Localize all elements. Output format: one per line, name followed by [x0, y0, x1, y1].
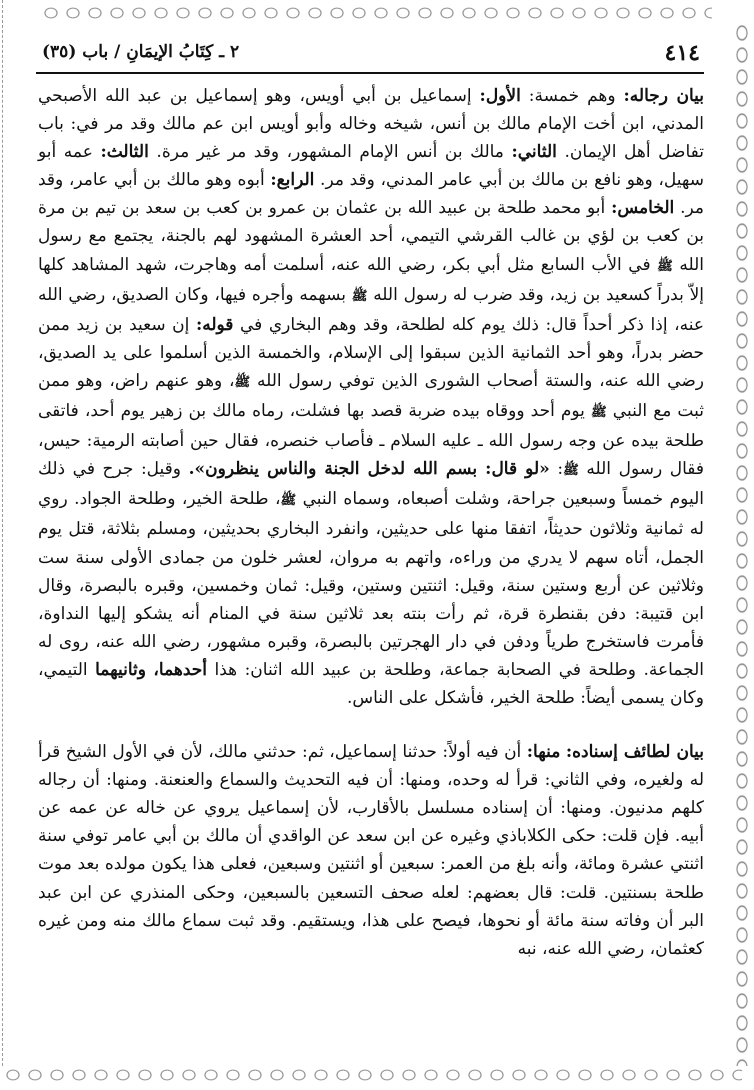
- bold-quote: «لو قال: بسم الله لدخل الجنة والناس ينظرون».: [188, 459, 550, 480]
- text-run: أن فيه أولاً: حدثنا إسماعيل، ثم: حدثني مالك، لأن في الأول الشيخ قرأ له ولغيره، وفي الثاني: قرأ له وحده، ومنها: أن فيه التحديث والسماع والعنعنة. ومنها: أن رجاله كلهم مدنيون. ومنها: أن إسناده مسلسل بالأقارب، لأن إسماعيل يروي عن خاله عن عمه عن أبيه. فإن قلت: حكى الكلاباذي وغيره عن ابن سعد عن الواقدي أن مالك بن أبي عامر توفي سنة اثنتي عشرة ومائة، وأنه بلغ من العمر: سبعين أو اثنتين وسبعين، فعلى هذا يكون مولده بعد موت طلحة بسنتين. قلت: قال بعضهم: لعله صحف التسعين بالسبعين، وحكى المنذري عن ابن عبد البر أن وفاته سنة مائة أو نحوها، فيصح على هذا، ويستقيم. وقد ثبت سماع مالك منه ومن غيره كعثمان، رضي الله عنه، نبه: [38, 742, 704, 959]
- text-run: وقيل: جرح في ذلك اليوم خمساً وسبعين جراحة، وشلت أصبعاه، وسماه النبي: [38, 459, 704, 510]
- text-run: في الأب السابع مثل أبي بكر، رضي الله عنه، أسلمت أمه وهاجرت، شهد المشاهد كلها إلاّ بدراً كسعيد بن زيد، وقد ضرب له رسول الله: [38, 254, 704, 305]
- salutation-symbol: ﷺ: [280, 493, 297, 509]
- text-run: يوم أحد ووقاه بيده ضربة قصد بها فشلت، رماه مالك بن زهير يوم أحد، فاتقى طلحة بيده عن وجه رسول الله ـ عليه السلام ـ فأصاب خنصره، فقال حين أصابته الرمية: حيس، فقال رسول الله: [38, 401, 705, 480]
- paragraph-isnad: [38, 738, 704, 963]
- salutation-symbol: ﷺ: [591, 405, 607, 421]
- narrator-label-fourth: الرابع:: [270, 170, 315, 191]
- salutation-symbol: ﷺ: [234, 374, 251, 390]
- narrator-label-second: الثاني:: [511, 142, 557, 163]
- text-run: أبوه وهو مالك بن أبي عامر، وقد مر.: [38, 170, 705, 219]
- salutation-symbol: ﷺ: [563, 463, 579, 479]
- text-run: التيمي، وكان يسمى أيضاً: طلحة الخير، فأشكل على الناس.: [38, 659, 704, 708]
- running-title: ٢ ـ كِتَابُ الإيمَانِ / باب (٣٥): [42, 42, 240, 62]
- text-run: ، وهو عنهم راض، وهو ممن ثبت مع النبي: [38, 370, 704, 422]
- text-run: ، طلحة الخير، وطلحة الجواد. روي له ثمانية وثلاثون حديثاً، اتفقا منها على حديثين، وانفرد البخاري بحديثين، ومسلم بثلاثة، قتل يوم الجمل، أتاه سهم لا يدري من وراءه، واتهم به مروان، لعشر خلون من جمادى الأولى سنة ست وثلاثين عن أربع وستين سنة، وقيل: اثنتين وستين، وقيل: ثمان وخمسين، وقبره بالبصرة، وقال ابن قتيبة: دفن بقنطرة قرة، ثم رأت بنته بعد ثلاثين سنة في المنام أنه يشكو إليها النداوة، فأمرت فاستخرج طرياً ودفن في دار الهجرتين بالبصرة، وقبره مشهور، رضي الله عنه، روى له الجماعة. وطلحة في الصحابة جماعة، وطلحة بن عبيد الله اثنان: هذا: [38, 489, 704, 680]
- text-run: إسماعيل بن أبي أويس، وهو إسماعيل بن عبد الله الأصبحي المدني، ابن أخت الإمام مالك بن أنس، شيخه وخاله وأبو أويس ابن عم مالك وقد مر في: باب تفاضل أهل الإيمان.: [38, 86, 705, 163]
- page-number: ٤١٤: [664, 40, 700, 66]
- salutation-symbol: ﷺ: [657, 258, 673, 274]
- text-run: أبو محمد طلحة بن عبيد الله بن عثمان بن عمرو بن كعب بن سعد بن تيم بن مرة بن كعب بن لؤي بن غالب القرشي التيمي، أحد العشرة المشهود لهم بالجنة، يجتمع مع رسول الله: [38, 198, 704, 275]
- decorative-border-left: [2, 0, 9, 1066]
- bold-term: وثانيهما: [95, 659, 146, 680]
- text-run: إن سعيد بن زيد ممن حضر بدراً، وهو أحد الثمانية الذين سبقوا إلى الإسلام، والخمسة الذين أسلموا على يد الصديق، رضي الله عنه، والستة أصحاب الشورى الذين توفي رسول الله: [38, 314, 704, 391]
- text-run: :: [549, 459, 564, 480]
- section-heading: بيان رجاله:: [623, 86, 704, 106]
- bold-term: منها:: [526, 742, 561, 763]
- page-header: [36, 38, 704, 74]
- decorative-border-bottom: [2, 1066, 742, 1084]
- decorative-border-top: [40, 4, 712, 22]
- narrator-label-fifth: الخامس:: [611, 198, 675, 219]
- paragraph-narrators: [38, 82, 704, 712]
- text-run: مالك بن أنس الإمام المشهور، وقد مر غير مرة.: [148, 142, 512, 163]
- salutation-symbol: ﷺ: [351, 288, 368, 304]
- narrator-label-first: الأول:: [479, 86, 521, 106]
- text-run: وهم خمسة:: [520, 86, 624, 106]
- bold-term: أحدهما،: [153, 659, 208, 680]
- section-heading: بيان لطائف إسناده:: [565, 742, 705, 763]
- bold-term: قوله:: [195, 314, 234, 335]
- narrator-label-third: الثالث:: [100, 142, 149, 163]
- text-run: عمه أبو سهيل، وهو نافع بن مالك بن أبي عامر المدني، وقد مر.: [38, 142, 704, 191]
- main-text: [38, 82, 704, 963]
- text-run: بسهمه وأجره فيها، وكان الصديق، رضي الله عنه، إذا ذكر أحداً قال: ذلك يوم كله لطلحة، وقد وهم البخاري في: [38, 284, 704, 335]
- decorative-border-right: [734, 22, 750, 1066]
